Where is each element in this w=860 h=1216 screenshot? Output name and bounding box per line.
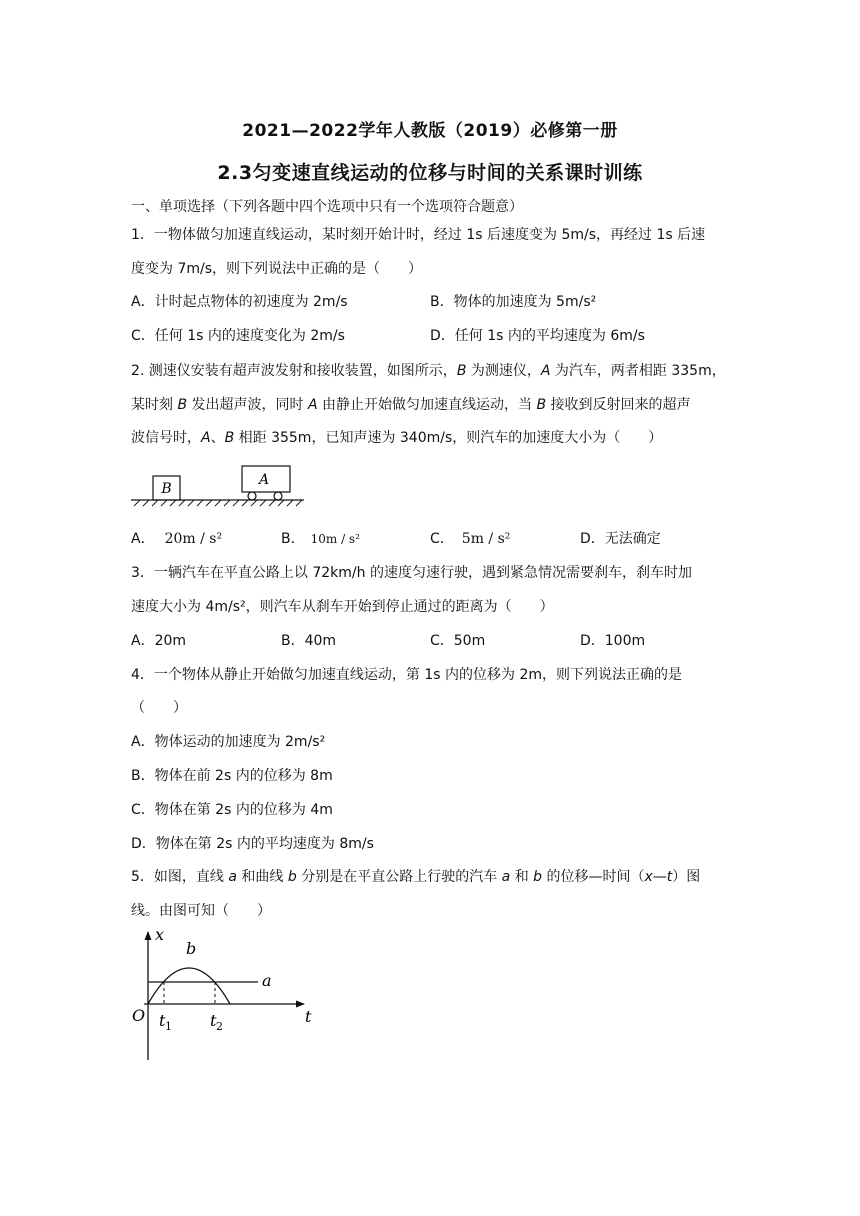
q2-text-seg: 某时刻 xyxy=(131,397,178,413)
q2-var-b: B xyxy=(536,397,547,413)
question-4-option-c: C．物体在第 2s 内的位移为 4m xyxy=(131,802,333,818)
q5-var-a: a xyxy=(501,869,511,885)
q2-text-seg: 发出超声波，同时 xyxy=(187,397,308,413)
q2-var-b: B xyxy=(456,363,467,379)
question-2-text-line1 xyxy=(131,361,726,381)
question-4-option-a: A．物体运动的加速度为 2m/s² xyxy=(131,734,326,750)
q2-var-b: B xyxy=(177,397,188,413)
question-1-option-c: C．任何 1s 内的速度变化为 2m/s xyxy=(131,328,345,344)
label-t2: t xyxy=(210,1011,217,1030)
label-origin: O xyxy=(132,1006,146,1025)
question-5-text-line2: 线。由图可知（ ） xyxy=(131,903,271,919)
question-5-xt-graph xyxy=(126,924,326,1064)
question-3-option-a: A．20m xyxy=(131,633,187,649)
question-4-text-line1: 4．一个物体从静止开始做匀加速直线运动，第 1s 内的位移为 2m，则下列说法正确的是 xyxy=(131,667,683,683)
label-b: b xyxy=(186,939,197,958)
question-5-text-line1: 5．如图，直线 a 和曲线 b 分别是在平直公路上行驶的汽车 a 和 b 的位移—时间（x—t）图 xyxy=(131,869,701,885)
label-a: A xyxy=(258,472,270,488)
question-3-option-b: B．40m xyxy=(281,633,337,649)
question-2-option-b: B． 10m / s² xyxy=(281,531,360,547)
question-4-option-b: B．物体在前 2s 内的位移为 8m xyxy=(131,768,333,784)
question-1-option-b: B．物体的加速度为 5m/s² xyxy=(430,294,597,310)
question-1-option-d: D．任何 1s 内的平均速度为 6m/s xyxy=(430,328,645,344)
question-2-option-c: C． 5m / s² xyxy=(430,531,511,547)
document-subtitle: 2.3匀变速直线运动的位移与时间的关系课时训练 xyxy=(217,162,643,184)
q5-var-b: b xyxy=(533,869,543,885)
section-heading: 一、单项选择（下列各题中四个选项中只有一个选项符合题意） xyxy=(131,199,523,215)
question-2-option-a: A． 20m / s² xyxy=(131,531,223,547)
question-3-option-d: D．100m xyxy=(580,633,646,649)
question-3-text-line2: 速度大小为 4m/s²，则汽车从刹车开始到停止通过的距离为（ ） xyxy=(131,599,554,615)
label-t: t xyxy=(305,1007,312,1026)
label-a: a xyxy=(262,971,272,990)
q2-var-a: A xyxy=(540,363,551,379)
question-2-figure xyxy=(128,458,313,508)
question-2-option-d: D．无法确定 xyxy=(580,531,661,547)
q2-text-seg: 波信号时， xyxy=(131,430,201,446)
q2-var-b: B xyxy=(224,430,235,446)
question-1-text-line2: 度变为 7m/s，则下列说法中正确的是（ ） xyxy=(131,261,423,277)
q2-var-a: A xyxy=(201,430,211,446)
question-2-text-line2 xyxy=(131,395,691,415)
q2-text-seg: 、 xyxy=(210,430,225,446)
q5-var-a: a xyxy=(228,869,237,885)
label-t1: t xyxy=(159,1011,166,1030)
q5-var-t: t xyxy=(666,869,673,885)
car-wheel xyxy=(248,492,256,500)
document-title: 2021—2022学年人教版（2019）必修第一册 xyxy=(242,121,618,141)
question-4-text-line2: （ ） xyxy=(131,700,187,716)
car-wheel xyxy=(274,492,282,500)
label-t2-subscript: 2 xyxy=(216,1020,223,1033)
q2-text-seg: 为测速仪， xyxy=(466,363,541,379)
question-3-text-line1: 3．一辆汽车在平直公路上以 72km/h 的速度匀速行驶，遇到紧急情况需要刹车，刹车时加 xyxy=(131,565,692,581)
label-t1-subscript: 1 xyxy=(165,1020,172,1033)
question-3-option-c: C．50m xyxy=(430,633,486,649)
q5-var-b: b xyxy=(287,869,297,885)
question-4-option-d: D．物体在第 2s 内的平均速度为 8m/s xyxy=(131,836,374,852)
question-2-text-line3 xyxy=(131,428,662,448)
label-x: x xyxy=(155,925,165,944)
ground-hatch xyxy=(134,500,302,506)
question-1-text-line1: 1．一物体做匀加速直线运动，某时刻开始计时，经过 1s 后速度变为 5m/s，再经过 1s 后速 xyxy=(131,227,706,243)
question-1-option-a: A．计时起点物体的初速度为 2m/s xyxy=(131,294,348,310)
q5-var-x: x xyxy=(644,869,653,885)
q2-var-a: A xyxy=(307,397,318,413)
q2-text-seg: 接收到反射回来的超声 xyxy=(546,397,691,413)
q2-text-seg: 由静止开始做匀加速直线运动，当 xyxy=(317,397,537,413)
curve-b xyxy=(148,968,230,1004)
q2-text-seg: 相距 355m，已知声速为 340m/s，则汽车的加速度大小为（ ） xyxy=(234,430,663,446)
q2-text-seg: 为汽车，两者相距 335m， xyxy=(550,363,726,379)
q2-text-seg: 2. 测速仪安装有超声波发射和接收装置，如图所示， xyxy=(131,363,457,379)
label-b: B xyxy=(161,481,172,497)
